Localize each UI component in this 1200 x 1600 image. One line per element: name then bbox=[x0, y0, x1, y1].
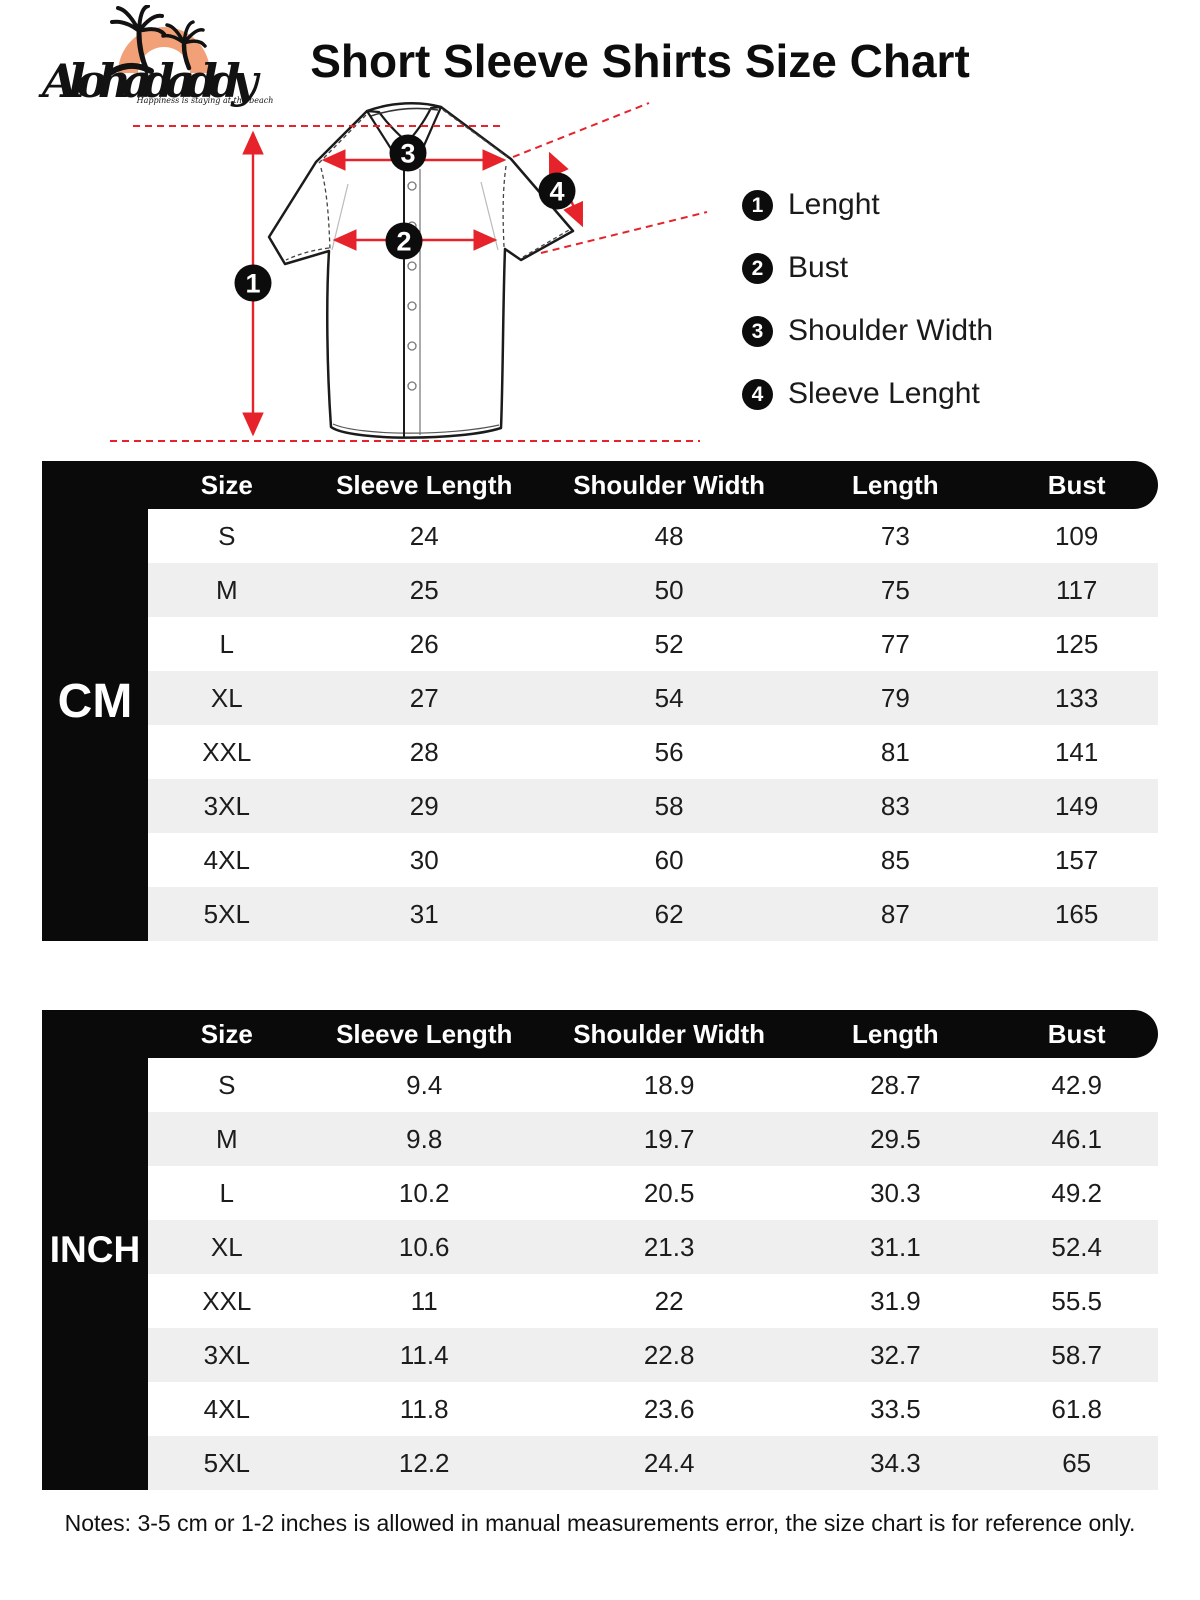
value-cell: 28.7 bbox=[870, 1069, 921, 1100]
value-cell: 125 bbox=[1054, 628, 1099, 659]
value-cell: 157 bbox=[1054, 844, 1099, 875]
value-cell: 24.4 bbox=[643, 1447, 695, 1478]
size-cell: XL bbox=[210, 682, 243, 713]
table-rows bbox=[148, 1058, 1158, 1490]
value-cell: 73 bbox=[880, 520, 910, 551]
value-cell: 9.8 bbox=[406, 1123, 443, 1154]
table-row bbox=[148, 1436, 1158, 1490]
table-row bbox=[148, 1112, 1158, 1166]
value-cell: 87 bbox=[880, 898, 910, 929]
table-row bbox=[148, 887, 1158, 941]
value-cell: 117 bbox=[1055, 574, 1098, 605]
legend-item bbox=[742, 314, 993, 348]
table-row bbox=[148, 1058, 1158, 1112]
table-row bbox=[148, 509, 1158, 563]
column-header: Bust bbox=[1047, 1018, 1106, 1049]
column-header: Shoulder Width bbox=[573, 469, 766, 500]
table-row bbox=[148, 1166, 1158, 1220]
legend-number-badge: 4 bbox=[742, 379, 773, 410]
legend-number-badge: 3 bbox=[742, 316, 773, 347]
value-cell: 11 bbox=[410, 1285, 438, 1316]
value-cell: 149 bbox=[1054, 790, 1099, 821]
value-cell: 24 bbox=[409, 520, 439, 551]
value-cell: 65 bbox=[1062, 1447, 1092, 1478]
size-cell: M bbox=[215, 574, 238, 605]
value-cell: 75 bbox=[880, 574, 910, 605]
value-cell: 56 bbox=[654, 736, 684, 767]
column-header: Length bbox=[852, 469, 939, 500]
size-cell: 3XL bbox=[203, 1339, 250, 1370]
value-cell: 83 bbox=[880, 790, 910, 821]
size-cell: 5XL bbox=[203, 1447, 250, 1478]
unit-label: INCH bbox=[42, 1010, 148, 1490]
value-cell: 58.7 bbox=[1051, 1339, 1102, 1370]
value-cell: 31.1 bbox=[870, 1231, 921, 1262]
size-cell: L bbox=[219, 628, 234, 659]
table-row bbox=[148, 671, 1158, 725]
legend-label: Bust bbox=[788, 251, 849, 284]
shirt-measurement-diagram bbox=[90, 88, 730, 460]
value-cell: 11.4 bbox=[399, 1339, 449, 1370]
value-cell: 33.5 bbox=[870, 1393, 921, 1424]
value-cell: 49.2 bbox=[1051, 1177, 1102, 1208]
size-cell: XXL bbox=[202, 1285, 252, 1316]
value-cell: 77 bbox=[880, 628, 910, 659]
table-row bbox=[148, 563, 1158, 617]
table-row bbox=[148, 725, 1158, 779]
marker-3: 3 bbox=[400, 138, 416, 169]
table-row bbox=[148, 779, 1158, 833]
value-cell: 22.8 bbox=[643, 1339, 695, 1370]
value-cell: 21.3 bbox=[643, 1231, 695, 1262]
legend-number-badge: 2 bbox=[742, 253, 773, 284]
value-cell: 31.9 bbox=[870, 1285, 921, 1316]
brand-tagline: Happiness is staying at the beach bbox=[136, 96, 274, 105]
column-header: Sleeve Length bbox=[336, 1018, 513, 1049]
value-cell: 62 bbox=[654, 898, 684, 929]
value-cell: 55.5 bbox=[1051, 1285, 1102, 1316]
column-header: Size bbox=[200, 469, 253, 500]
value-cell: 12.2 bbox=[398, 1447, 450, 1478]
value-cell: 79 bbox=[880, 682, 910, 713]
value-cell: 31 bbox=[409, 898, 439, 929]
table-row bbox=[148, 1220, 1158, 1274]
value-cell: 133 bbox=[1054, 682, 1099, 713]
size-cell: XXL bbox=[202, 736, 252, 767]
value-cell: 52.4 bbox=[1051, 1231, 1102, 1262]
value-cell: 50 bbox=[654, 574, 684, 605]
value-cell: 165 bbox=[1054, 898, 1099, 929]
size-table-cm bbox=[42, 461, 1158, 941]
value-cell: 52 bbox=[654, 628, 684, 659]
column-header: Length bbox=[852, 1018, 939, 1049]
value-cell: 29 bbox=[409, 790, 439, 821]
size-cell: M bbox=[215, 1123, 238, 1154]
value-cell: 48 bbox=[654, 520, 684, 551]
table-row bbox=[148, 1274, 1158, 1328]
legend-item bbox=[742, 377, 993, 411]
value-cell: 20.5 bbox=[643, 1177, 695, 1208]
table-header bbox=[42, 461, 1158, 509]
value-cell: 34.3 bbox=[870, 1447, 921, 1478]
size-cell: XL bbox=[210, 1231, 243, 1262]
legend-number-badge: 1 bbox=[742, 190, 773, 221]
table-rows bbox=[148, 509, 1158, 941]
value-cell: 61.8 bbox=[1051, 1393, 1102, 1424]
value-cell: 109 bbox=[1054, 520, 1099, 551]
value-cell: 10.2 bbox=[398, 1177, 450, 1208]
page-title: Short Sleeve Shirts Size Chart bbox=[310, 35, 970, 87]
size-cell: 3XL bbox=[203, 790, 250, 821]
unit-label: CM bbox=[42, 461, 148, 941]
marker-1: 1 bbox=[245, 268, 261, 299]
table-row bbox=[148, 1382, 1158, 1436]
value-cell: 19.7 bbox=[643, 1123, 695, 1154]
value-cell: 11.8 bbox=[399, 1393, 449, 1424]
legend-item bbox=[742, 188, 993, 222]
value-cell: 9.4 bbox=[406, 1069, 443, 1100]
value-cell: 141 bbox=[1054, 736, 1099, 767]
table-row bbox=[148, 833, 1158, 887]
value-cell: 81 bbox=[880, 736, 910, 767]
size-cell: S bbox=[218, 1069, 236, 1100]
value-cell: 18.9 bbox=[643, 1069, 695, 1100]
value-cell: 29.5 bbox=[870, 1123, 921, 1154]
legend-label: Shoulder Width bbox=[788, 314, 994, 347]
value-cell: 58 bbox=[654, 790, 684, 821]
value-cell: 60 bbox=[654, 844, 684, 875]
marker-2: 2 bbox=[396, 226, 412, 257]
size-cell: 5XL bbox=[203, 898, 250, 929]
brand-name: Alohadaddy bbox=[42, 54, 258, 108]
table-row bbox=[148, 1328, 1158, 1382]
legend bbox=[742, 188, 993, 411]
size-table-inch bbox=[42, 1010, 1158, 1490]
notes-text: Notes: 3-5 cm or 1-2 inches is allowed in manual measurements error, the size chart is for reference only. bbox=[64, 1510, 1136, 1536]
value-cell: 25 bbox=[409, 574, 439, 605]
size-cell: 4XL bbox=[203, 1393, 250, 1424]
column-header: Shoulder Width bbox=[573, 1018, 766, 1049]
column-header: Size bbox=[200, 1018, 253, 1049]
value-cell: 85 bbox=[880, 844, 910, 875]
legend-item bbox=[742, 251, 993, 285]
legend-label: Sleeve Lenght bbox=[788, 377, 980, 410]
value-cell: 27 bbox=[409, 682, 439, 713]
legend-label: Lenght bbox=[788, 188, 880, 221]
value-cell: 26 bbox=[409, 628, 439, 659]
column-header: Bust bbox=[1047, 469, 1106, 500]
value-cell: 22 bbox=[654, 1285, 684, 1316]
value-cell: 10.6 bbox=[398, 1231, 450, 1262]
size-cell: 4XL bbox=[203, 844, 250, 875]
value-cell: 30.3 bbox=[870, 1177, 921, 1208]
value-cell: 30 bbox=[409, 844, 439, 875]
value-cell: 54 bbox=[654, 682, 684, 713]
marker-4: 4 bbox=[549, 176, 565, 207]
value-cell: 46.1 bbox=[1051, 1123, 1102, 1154]
column-header: Sleeve Length bbox=[336, 469, 513, 500]
size-cell: S bbox=[218, 520, 236, 551]
value-cell: 42.9 bbox=[1051, 1069, 1102, 1100]
value-cell: 28 bbox=[409, 736, 439, 767]
value-cell: 32.7 bbox=[870, 1339, 921, 1370]
table-row bbox=[148, 617, 1158, 671]
value-cell: 23.6 bbox=[643, 1393, 695, 1424]
size-cell: L bbox=[219, 1177, 234, 1208]
table-header bbox=[42, 1010, 1158, 1058]
